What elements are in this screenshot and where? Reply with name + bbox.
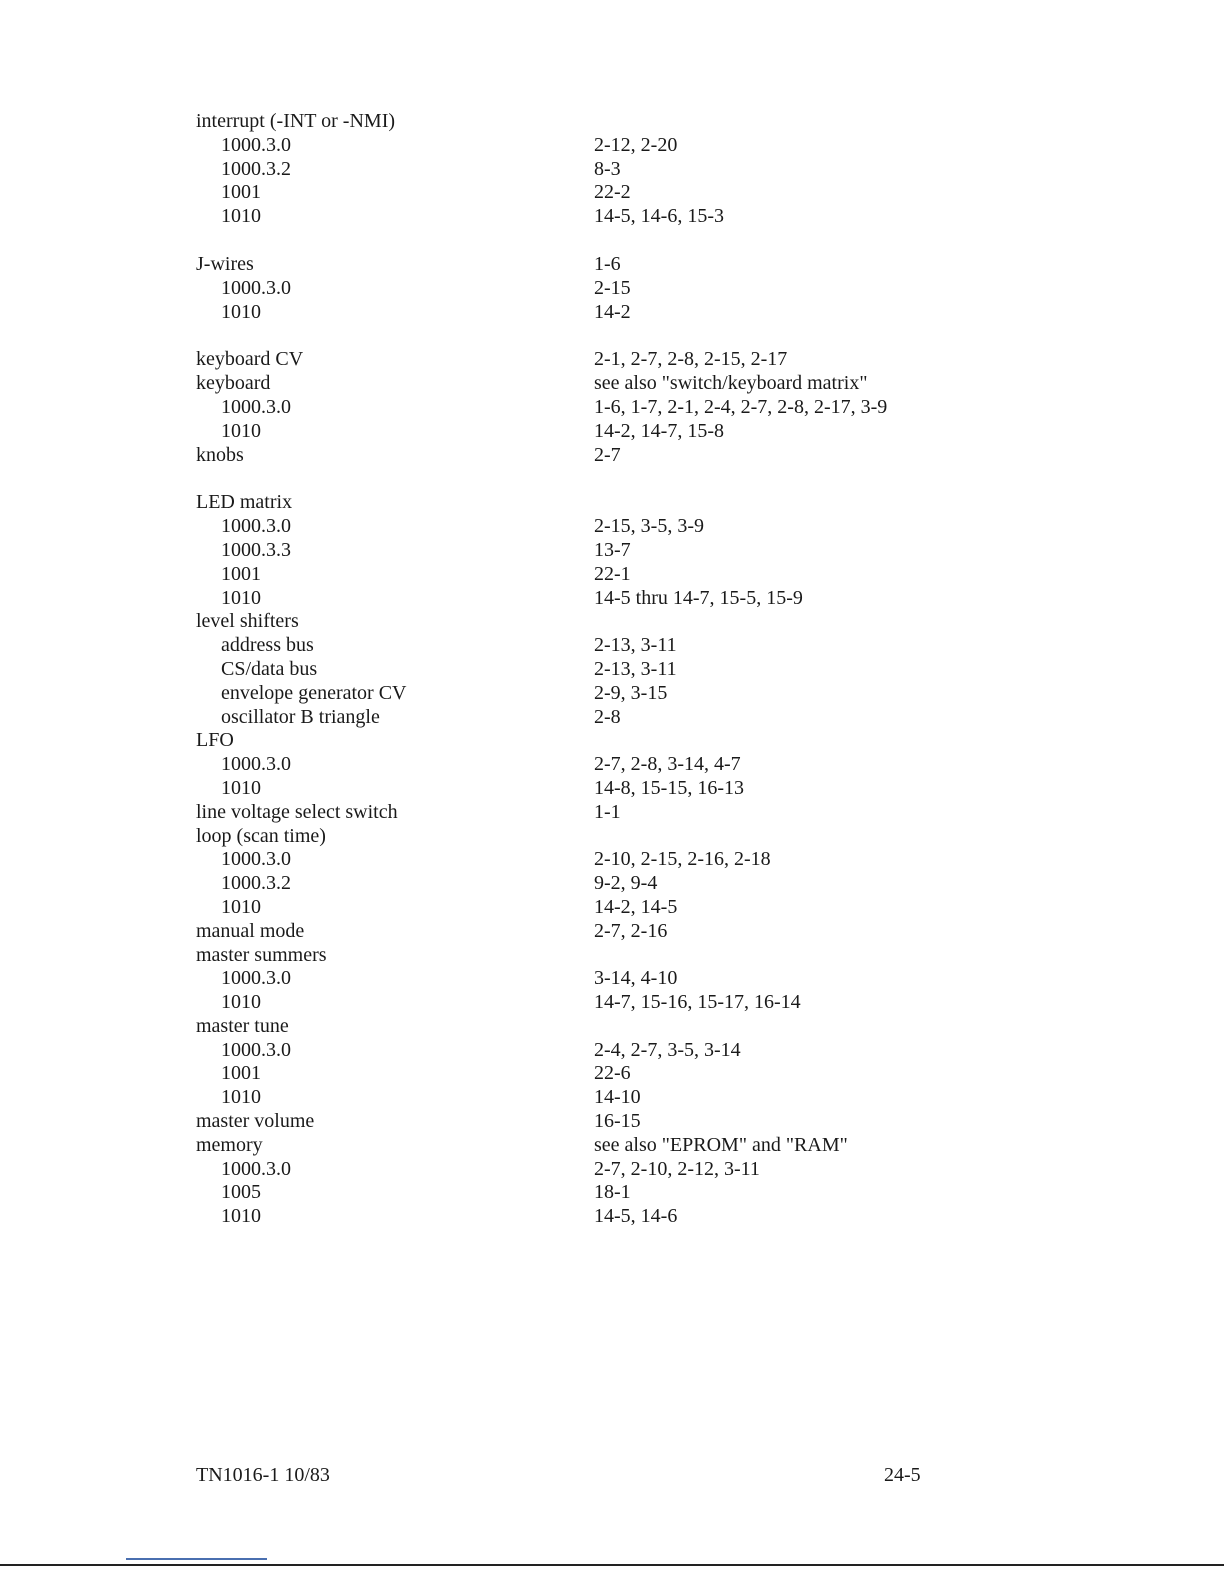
index-page-refs: 22-1 bbox=[594, 562, 631, 585]
index-page-refs: 2-7, 2-8, 3-14, 4-7 bbox=[594, 753, 741, 776]
index-page-refs: 14-5 thru 14-7, 15-5, 15-9 bbox=[594, 586, 803, 609]
index-page-refs: 8-3 bbox=[594, 157, 621, 180]
index-term: 1000.3.0 bbox=[221, 515, 291, 538]
index-page-refs: 1-6 bbox=[594, 252, 621, 275]
index-page-refs: 2-1, 2-7, 2-8, 2-15, 2-17 bbox=[594, 348, 788, 371]
index-page-refs: 2-10, 2-15, 2-16, 2-18 bbox=[594, 848, 771, 871]
index-page-refs bbox=[594, 729, 996, 753]
index-page-refs: 2-8 bbox=[594, 705, 621, 728]
index-page-refs: 13-7 bbox=[594, 538, 631, 561]
index-page-refs: 14-2, 14-5 bbox=[594, 895, 678, 918]
index-page-refs: 1-1 bbox=[594, 800, 621, 823]
index-subentry bbox=[196, 396, 996, 420]
index-page-refs: 14-7, 15-16, 15-17, 16-14 bbox=[594, 991, 801, 1014]
index-page-refs: 1-6, 1-7, 2-1, 2-4, 2-7, 2-8, 2-17, 3-9 bbox=[594, 395, 888, 418]
index-page-refs: 2-15 bbox=[594, 276, 631, 299]
index-term: oscillator B triangle bbox=[221, 705, 380, 728]
index-entry bbox=[196, 110, 996, 134]
index-term: manual mode bbox=[196, 919, 305, 942]
index-subentry bbox=[196, 587, 996, 611]
index-page-refs bbox=[594, 944, 996, 968]
index-page-refs: 2-7, 2-10, 2-12, 3-11 bbox=[594, 1157, 760, 1180]
index-term: 1000.3.0 bbox=[221, 848, 291, 871]
index-term: 1010 bbox=[221, 586, 261, 609]
index-page-refs: 18-1 bbox=[594, 1181, 631, 1204]
index-page-refs: 14-2, 14-7, 15-8 bbox=[594, 419, 724, 442]
index-subentry bbox=[196, 158, 996, 182]
index-page-refs bbox=[594, 110, 996, 134]
index-page-refs: 2-9, 3-15 bbox=[594, 681, 668, 704]
index-page-refs: see also "switch/keyboard matrix" bbox=[594, 372, 868, 395]
index-term: CS/data bus bbox=[221, 657, 318, 680]
index-entry bbox=[196, 372, 996, 396]
index-term: 1001 bbox=[221, 1062, 261, 1085]
index-subentry bbox=[196, 1062, 996, 1086]
index-term: 1010 bbox=[221, 895, 261, 918]
index-page-refs: 2-4, 2-7, 3-5, 3-14 bbox=[594, 1038, 741, 1061]
index-entry bbox=[196, 801, 996, 825]
index-subentry bbox=[196, 777, 996, 801]
index-subentry bbox=[196, 634, 996, 658]
index-subentry bbox=[196, 1205, 996, 1229]
index-term: 1000.3.0 bbox=[221, 753, 291, 776]
index-subentry bbox=[196, 277, 996, 301]
index-entry bbox=[196, 1134, 996, 1158]
index-subentry bbox=[196, 896, 996, 920]
index-term: master tune bbox=[196, 1014, 289, 1037]
index-term: 1001 bbox=[221, 181, 261, 204]
bottom-rule bbox=[0, 1564, 1224, 1566]
index-page-refs: 9-2, 9-4 bbox=[594, 872, 658, 895]
index-subentry bbox=[196, 658, 996, 682]
index-term: line voltage select switch bbox=[196, 800, 398, 823]
index-term: loop (scan time) bbox=[196, 824, 326, 847]
index-list bbox=[196, 110, 996, 1229]
index-entry bbox=[196, 825, 996, 849]
index-term: knobs bbox=[196, 443, 244, 466]
index-term: 1010 bbox=[221, 419, 261, 442]
index-term: level shifters bbox=[196, 610, 299, 633]
index-term: 1010 bbox=[221, 1205, 261, 1228]
index-term: 1000.3.0 bbox=[221, 276, 291, 299]
index-term: J-wires bbox=[196, 252, 254, 275]
index-page-refs: 2-15, 3-5, 3-9 bbox=[594, 515, 704, 538]
index-subentry bbox=[196, 872, 996, 896]
index-term: 1000.3.2 bbox=[221, 872, 291, 895]
index-term: 1000.3.2 bbox=[221, 157, 291, 180]
index-entry bbox=[196, 920, 996, 944]
index-entry bbox=[196, 253, 996, 277]
index-subentry bbox=[196, 301, 996, 325]
scan-edge-mark bbox=[126, 1558, 267, 1560]
index-subentry bbox=[196, 991, 996, 1015]
index-term: 1000.3.0 bbox=[221, 967, 291, 990]
index-subentry bbox=[196, 682, 996, 706]
index-term: 1010 bbox=[221, 1086, 261, 1109]
index-term: memory bbox=[196, 1133, 263, 1156]
index-subentry bbox=[196, 539, 996, 563]
index-subentry bbox=[196, 181, 996, 205]
index-term: 1005 bbox=[221, 1181, 261, 1204]
index-entry bbox=[196, 944, 996, 968]
index-term: 1000.3.0 bbox=[221, 1038, 291, 1061]
index-subentry bbox=[196, 1158, 996, 1182]
index-page-refs: 14-2 bbox=[594, 300, 631, 323]
index-page-refs: 16-15 bbox=[594, 1110, 641, 1133]
index-subentry bbox=[196, 967, 996, 991]
page-number: 24-5 bbox=[884, 1464, 921, 1486]
index-term: LED matrix bbox=[196, 491, 293, 514]
index-page-refs: 14-8, 15-15, 16-13 bbox=[594, 776, 744, 799]
index-page-refs bbox=[594, 610, 996, 634]
index-subentry bbox=[196, 205, 996, 229]
index-term: LFO bbox=[196, 729, 234, 752]
index-page-refs: 2-7, 2-16 bbox=[594, 919, 668, 942]
index-term: 1010 bbox=[221, 205, 261, 228]
index-subentry bbox=[196, 1039, 996, 1063]
index-entry bbox=[196, 444, 996, 468]
index-entry bbox=[196, 1015, 996, 1039]
index-page-refs: 22-6 bbox=[594, 1062, 631, 1085]
index-page-refs: 2-7 bbox=[594, 443, 621, 466]
index-entry bbox=[196, 729, 996, 753]
index-page-refs bbox=[594, 1015, 996, 1039]
index-term: master volume bbox=[196, 1110, 315, 1133]
index-term: 1010 bbox=[221, 991, 261, 1014]
index-term: keyboard bbox=[196, 372, 271, 395]
index-term: 1010 bbox=[221, 300, 261, 323]
index-page-refs: 14-10 bbox=[594, 1086, 641, 1109]
index-page-refs: 3-14, 4-10 bbox=[594, 967, 678, 990]
index-subentry bbox=[196, 515, 996, 539]
index-subentry bbox=[196, 134, 996, 158]
index-term: envelope generator CV bbox=[221, 681, 407, 704]
index-term: 1000.3.0 bbox=[221, 1157, 291, 1180]
index-term: 1000.3.0 bbox=[221, 133, 291, 156]
index-entry bbox=[196, 491, 996, 515]
index-page-refs: 2-12, 2-20 bbox=[594, 133, 678, 156]
index-page-refs: see also "EPROM" and "RAM" bbox=[594, 1133, 848, 1156]
index-term: 1000.3.3 bbox=[221, 538, 291, 561]
index-subentry bbox=[196, 1181, 996, 1205]
index-page-refs: 22-2 bbox=[594, 181, 631, 204]
index-page-refs: 2-13, 3-11 bbox=[594, 634, 677, 657]
index-term: address bus bbox=[221, 634, 314, 657]
index-subentry bbox=[196, 706, 996, 730]
index-subentry bbox=[196, 420, 996, 444]
index-subentry bbox=[196, 848, 996, 872]
index-entry bbox=[196, 348, 996, 372]
index-page-refs bbox=[594, 491, 996, 515]
index-term: master summers bbox=[196, 943, 327, 966]
index-term: 1010 bbox=[221, 776, 261, 799]
index-page-refs: 14-5, 14-6, 15-3 bbox=[594, 205, 724, 228]
index-entry bbox=[196, 1110, 996, 1134]
index-subentry bbox=[196, 1086, 996, 1110]
index-term: 1001 bbox=[221, 562, 261, 585]
document-id: TN1016-1 10/83 bbox=[196, 1464, 330, 1486]
index-page-refs: 14-5, 14-6 bbox=[594, 1205, 678, 1228]
index-entry bbox=[196, 610, 996, 634]
index-term: 1000.3.0 bbox=[221, 395, 291, 418]
index-term: interrupt (-INT or -NMI) bbox=[196, 110, 396, 132]
index-page-refs: 2-13, 3-11 bbox=[594, 657, 677, 680]
index-term: keyboard CV bbox=[196, 348, 304, 371]
index-subentry bbox=[196, 563, 996, 587]
index-page-refs bbox=[594, 825, 996, 849]
index-subentry bbox=[196, 753, 996, 777]
